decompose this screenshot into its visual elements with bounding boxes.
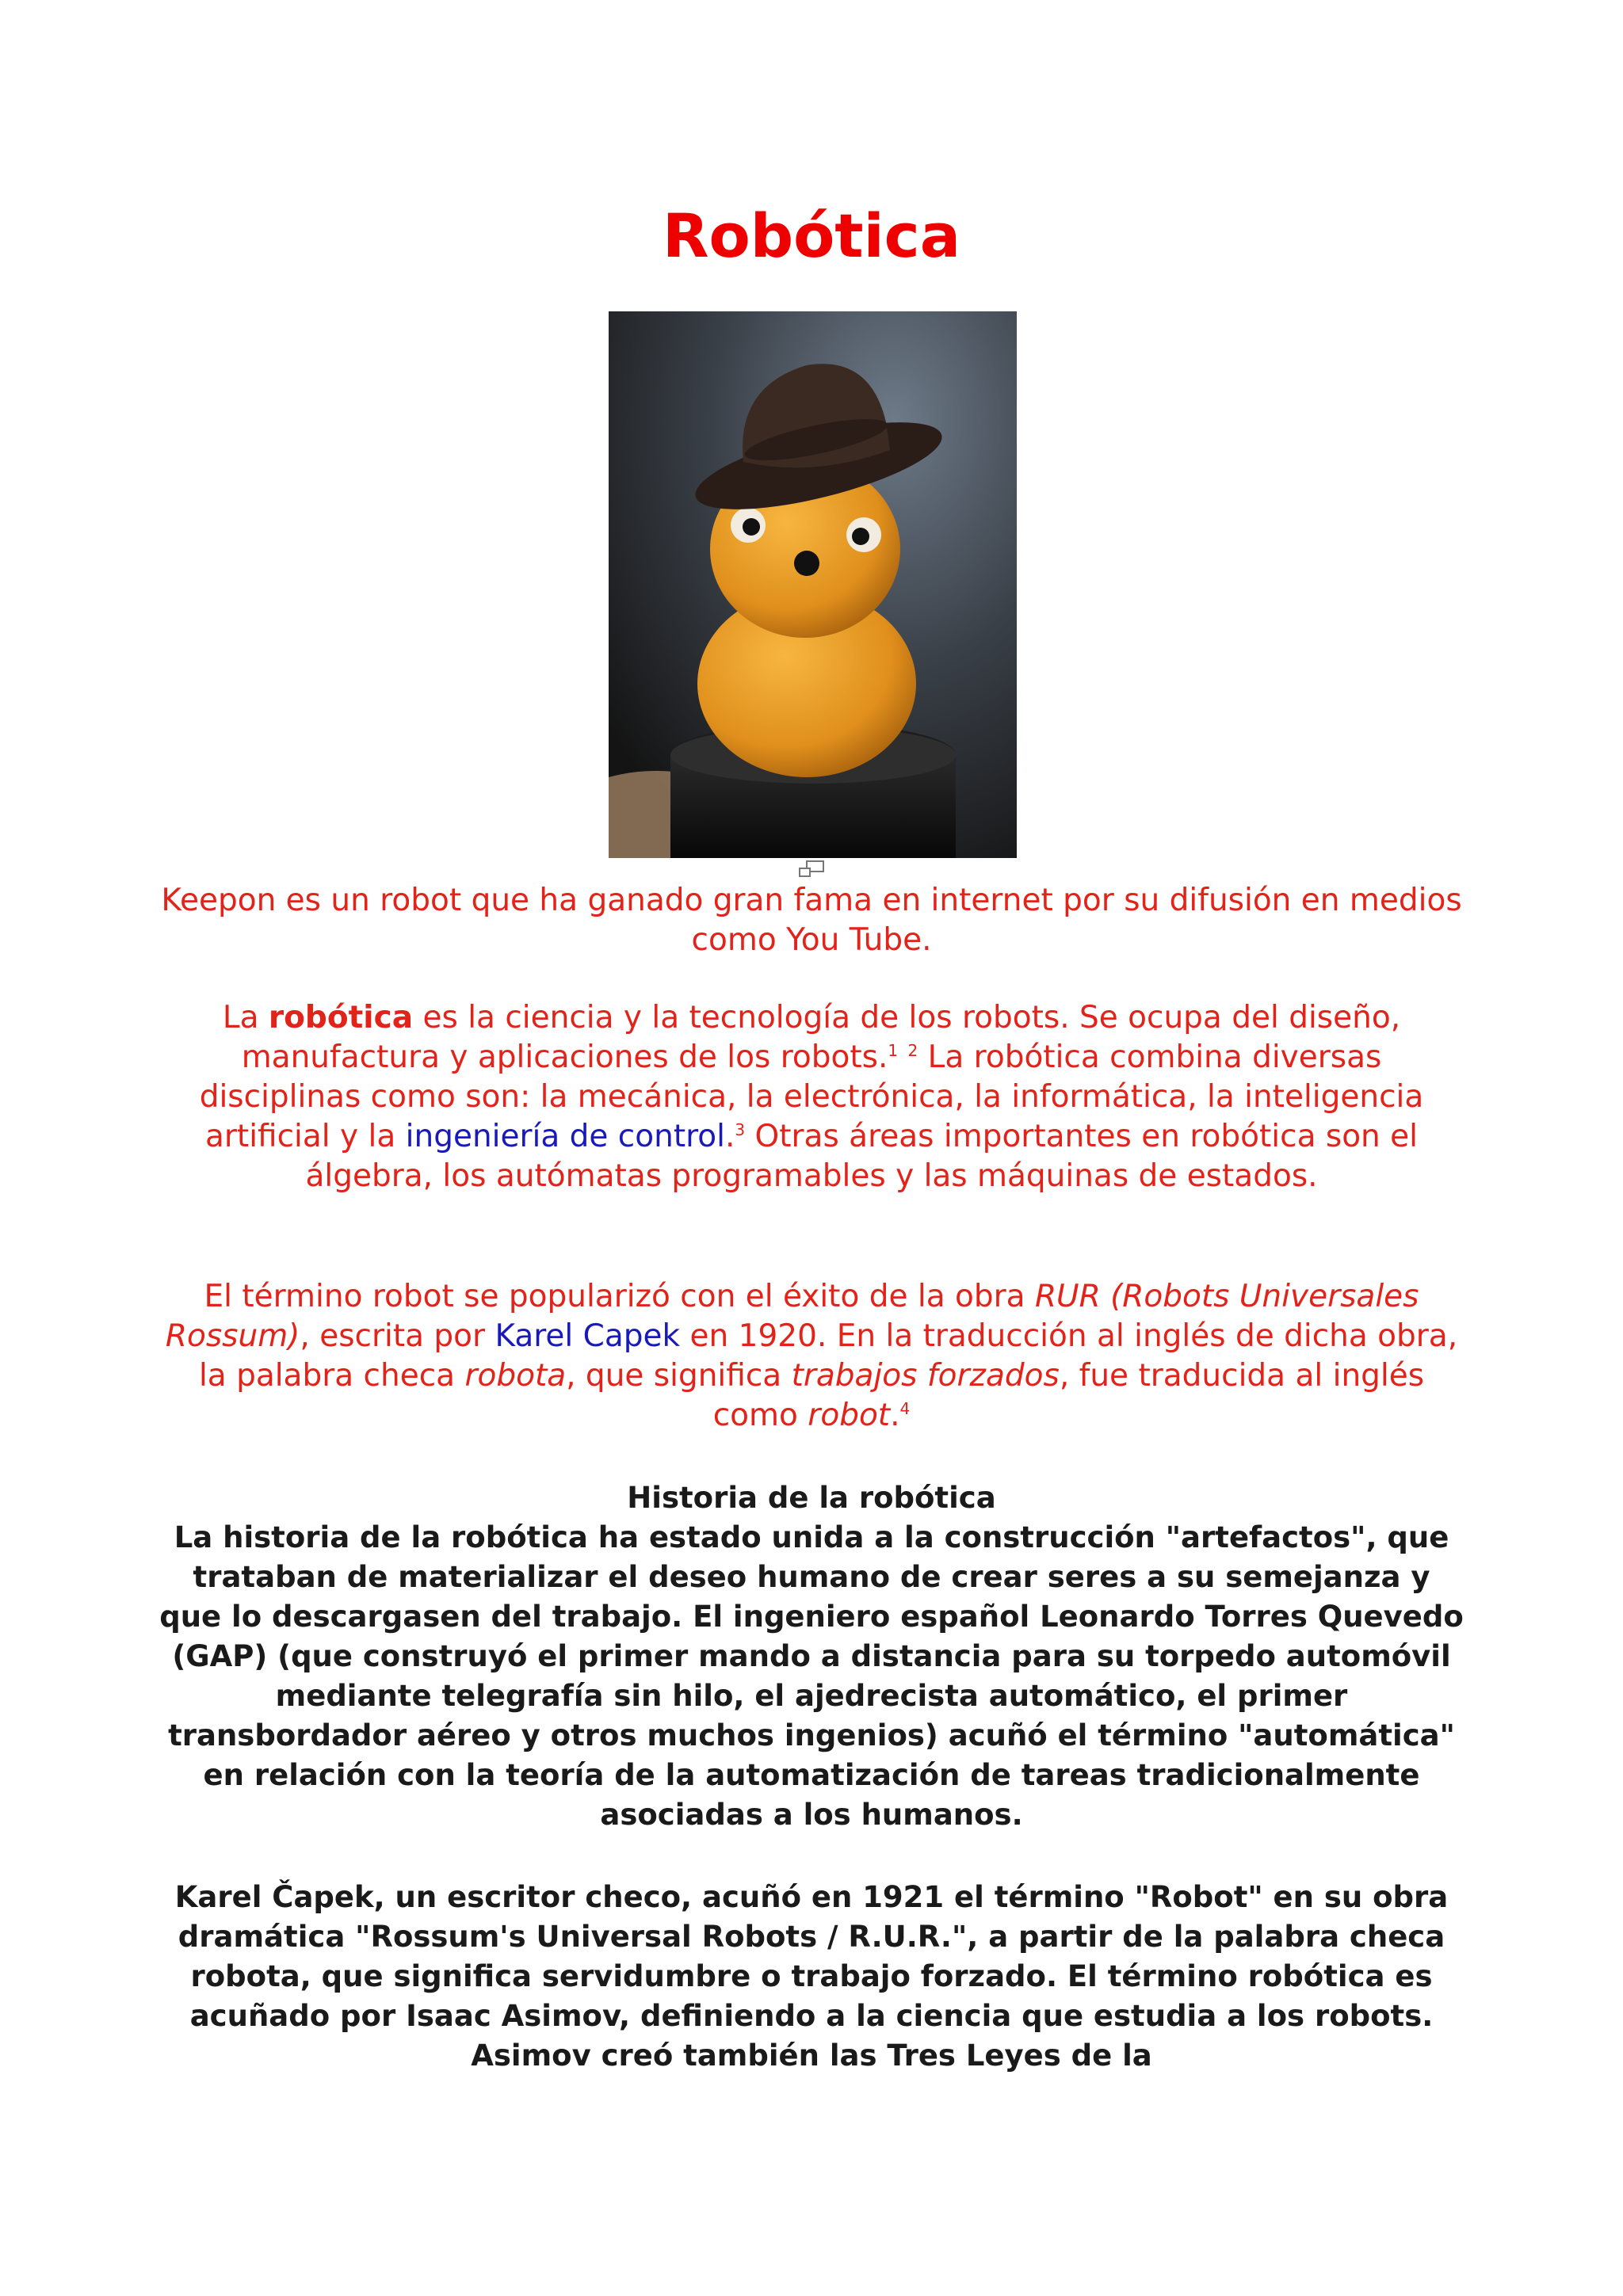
- footnote-ref-1[interactable]: 1: [888, 1041, 899, 1060]
- text-run: Otras áreas importantes en robótica son el álgebra, los autómatas programables y las máquinas de estados.: [305, 1119, 1418, 1194]
- enlarge-icon[interactable]: [799, 860, 824, 878]
- text-run: La robótica combina diversas disciplinas como son: la mecánica, la electrónica, la informática, la inteligencia artificial y la: [199, 1039, 1424, 1154]
- history-paragraph-2: Karel Čapek, un escritor checo, acuñó en 1921 el término "Robot" en su obra dramática "Rossum's Universal Robots / R.U.R.", a partir de la palabra checa robota, que significa servidumbre o trabajo forzado. El término robótica es acuñado por Isaac Asimov, definiendo a la ciencia que estudia a los robots. Asimov creó también las Tres Leyes de la: [174, 1880, 1449, 2073]
- italic-term: robot: [808, 1398, 891, 1433]
- link-karel-capek[interactable]: Karel Capek: [495, 1318, 681, 1354]
- text-run: .: [725, 1119, 735, 1154]
- intro-paragraph-2: [158, 1277, 1465, 1436]
- italic-term: robota: [464, 1358, 567, 1394]
- text-run: .: [890, 1398, 900, 1433]
- intro-paragraph-1: [158, 998, 1465, 1196]
- text-run: , que significa: [566, 1358, 792, 1394]
- history-heading: Historia de la robótica: [627, 1481, 996, 1515]
- footnote-ref-3[interactable]: 3: [735, 1120, 746, 1139]
- text-run: El término robot se popularizó con el éxito de la obra: [204, 1279, 1035, 1314]
- footnote-ref-2[interactable]: 2: [907, 1041, 918, 1060]
- footnote-ref-4[interactable]: 4: [899, 1399, 911, 1418]
- history-paragraph-1: La historia de la robótica ha estado unida a la construcción "artefactos", que trataban de materializar el deseo humano de crear seres a su semejanza y que lo descargasen del trabajo. El ingeniero español Leonardo Torres Quevedo (GAP) (que construyó el primer mando a distancia para su torpedo automóvil mediante telegrafía sin hilo, el ajedrecista automático, el primer transbordador aéreo y otros muchos ingenios) acuñó el término "automática" en relación con la teoría de la automatización de tareas tradicionalmente asociadas a los humanos.: [159, 1520, 1464, 1832]
- link-ingenieria-de-control[interactable]: ingeniería de control: [405, 1119, 725, 1154]
- text-run: en 1920. En la traducción al inglés de dicha obra, la palabra checa: [198, 1318, 1458, 1394]
- italic-term: RUR (Robots Universales Rossum): [165, 1279, 1419, 1354]
- text-run: , fue traducida al inglés como: [712, 1358, 1425, 1433]
- bold-term: robótica: [268, 1000, 414, 1035]
- keepon-robot-photo: [609, 311, 1017, 858]
- text-run: , escrita por: [300, 1318, 495, 1354]
- page-title: Robótica: [662, 200, 961, 271]
- text-run: La: [222, 1000, 269, 1035]
- text-run: es la ciencia y la tecnología de los robots. Se ocupa del diseño, manufactura y aplicaciones de los robots.: [241, 1000, 1401, 1075]
- italic-term: trabajos forzados: [791, 1358, 1060, 1394]
- image-caption: Keepon es un robot que ha ganado gran fama en internet por su difusión en medios como You Tube.: [161, 883, 1462, 958]
